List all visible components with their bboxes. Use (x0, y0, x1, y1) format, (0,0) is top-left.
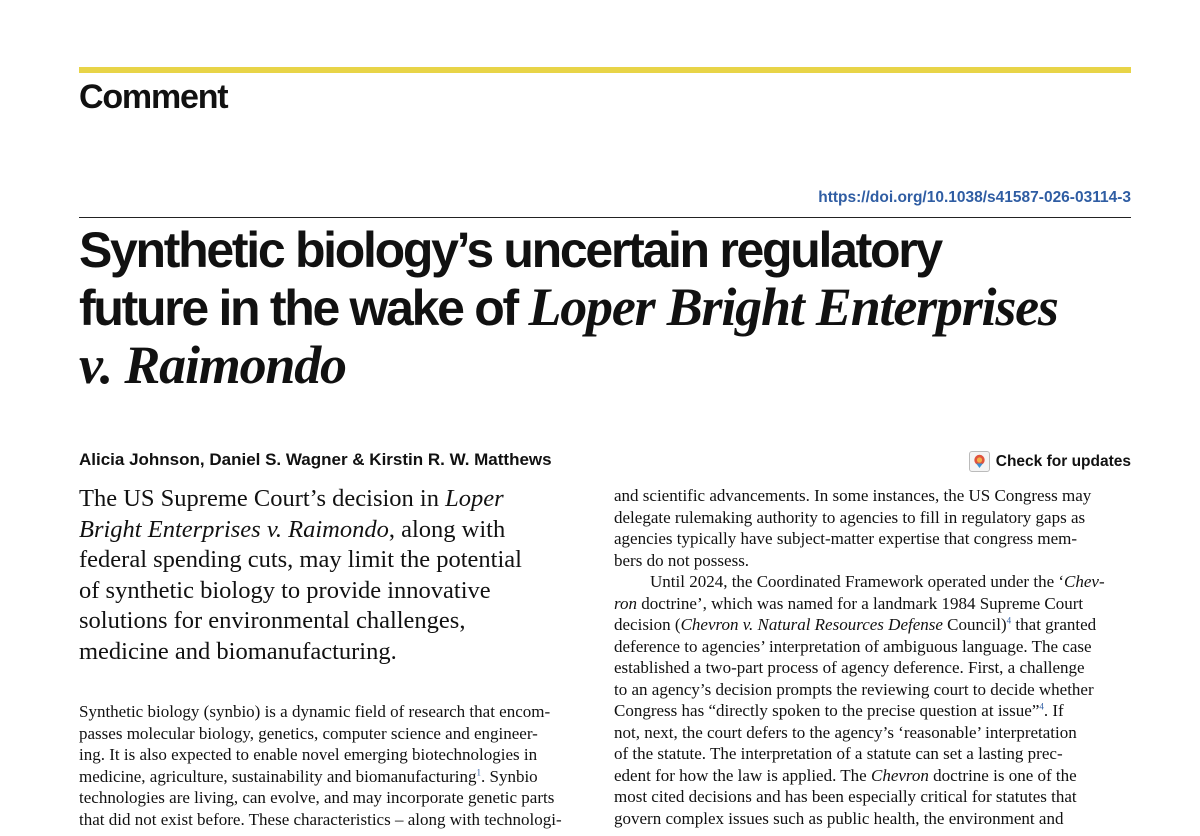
body-line (614, 700, 1134, 722)
body-line: govern complex issues such as public health, the environment and (614, 808, 1064, 828)
body-text: . Synbio (481, 766, 538, 786)
body-line: not, next, the court defers to the agency’s ‘reasonable’ interpretation (614, 722, 1077, 742)
body-line: established a two-part process of agency deference. First, a challenge (614, 658, 1085, 677)
title-case-name: Loper Bright Enterprises (528, 277, 1058, 337)
body-line: that did not exist before. These characteristics – along with technologi- (79, 809, 562, 829)
body-line: passes molecular biology, genetics, computer science and engineer- (79, 723, 538, 743)
body-line: technologies are living, can evolve, and may incorporate genetic parts (79, 788, 555, 807)
standfirst-line: solutions for environmental challenges, (79, 607, 466, 634)
body-column-left (79, 701, 599, 830)
body-text: Congress has “directly spoken to the precise question at issue” (614, 701, 1040, 720)
check-for-updates-label: Check for updates (995, 452, 1131, 470)
reference-link[interactable]: 1 (476, 766, 481, 777)
author-list: Alicia Johnson, Daniel S. Wagner & Kirstin R. W. Matthews (79, 450, 552, 469)
title-case-name: v. Raimondo (79, 335, 346, 395)
check-for-updates-icon (969, 451, 990, 472)
check-for-updates-button[interactable] (969, 451, 1131, 472)
body-text: . If (1043, 701, 1064, 720)
title-divider (79, 217, 1131, 218)
standfirst-line: of synthetic biology to provide innovative (79, 576, 491, 604)
body-text: that granted (1011, 615, 1097, 634)
doi-link[interactable]: https://doi.org/10.1038/s41587-026-03114-3 (818, 189, 1131, 206)
standfirst-case-name: Bright Enterprises v. Raimondo (79, 515, 389, 543)
accent-bar (79, 67, 1131, 73)
body-text: medicine, agriculture, sustainability and biomanufacturing (79, 766, 477, 786)
section-label: Comment (79, 78, 228, 116)
body-line (79, 766, 599, 788)
body-line: most cited decisions and has been especially critical for statutes that (614, 787, 1077, 806)
body-line (614, 614, 1134, 636)
body-italic: Chev- (1064, 572, 1105, 591)
standfirst-text: The US Supreme Court’s decision in (79, 485, 446, 512)
body-line: to an agency’s decision prompts the reviewing court to decide whether (614, 679, 1094, 699)
title-line-2 (79, 279, 1131, 337)
body-text: doctrine’, which was named for a landmark 1984 Supreme Court (637, 593, 1084, 613)
body-line: Synthetic biology (synbio) is a dynamic field of research that encom- (79, 702, 551, 721)
body-line (614, 571, 1134, 593)
body-line: agencies typically have subject-matter expertise that congress mem- (614, 529, 1078, 548)
body-text: Until 2024, the Coordinated Framework operated under the ‘ (650, 572, 1065, 591)
body-line: and scientific advancements. In some instances, the US Congress may (614, 486, 1092, 505)
article-title (79, 222, 1131, 395)
standfirst-line (79, 515, 599, 546)
body-line: ing. It is also expected to enable novel emerging biotechnologies in (79, 745, 538, 764)
body-line (614, 765, 1134, 787)
reference-link[interactable]: 4 (1039, 701, 1044, 712)
body-text: Council) (942, 615, 1007, 634)
body-text: edent for how the law is applied. The (614, 765, 871, 785)
body-column-right (614, 485, 1134, 829)
body-text: doctrine is one of the (928, 765, 1077, 785)
body-italic: Chevron v. Natural Resources Defense (680, 615, 943, 634)
body-line: of the statute. The interpretation of a statute can set a lasting prec- (614, 744, 1063, 763)
standfirst-text: , along with (388, 515, 506, 543)
body-italic: Chevron (870, 765, 929, 785)
standfirst-case-name: Loper (445, 485, 504, 512)
reference-link[interactable]: 4 (1006, 615, 1012, 626)
standfirst-line (79, 484, 599, 515)
body-text: decision ( (614, 615, 681, 634)
body-line: bers do not possess. (614, 550, 750, 570)
standfirst-line: federal spending cuts, may limit the potential (79, 546, 522, 573)
standfirst-line: medicine and biomanufacturing. (79, 637, 397, 665)
standfirst (79, 484, 599, 667)
title-line-1: Synthetic biology’s uncertain regulatory (79, 222, 941, 278)
body-italic: ron (614, 593, 637, 613)
body-line (614, 593, 1134, 615)
title-text: future in the wake of (79, 280, 529, 336)
title-line-3 (79, 337, 1131, 395)
body-line: deference to agencies’ interpretation of ambiguous language. The case (614, 636, 1092, 656)
body-line: delegate rulemaking authority to agencies to fill in regulatory gaps as (614, 507, 1086, 527)
